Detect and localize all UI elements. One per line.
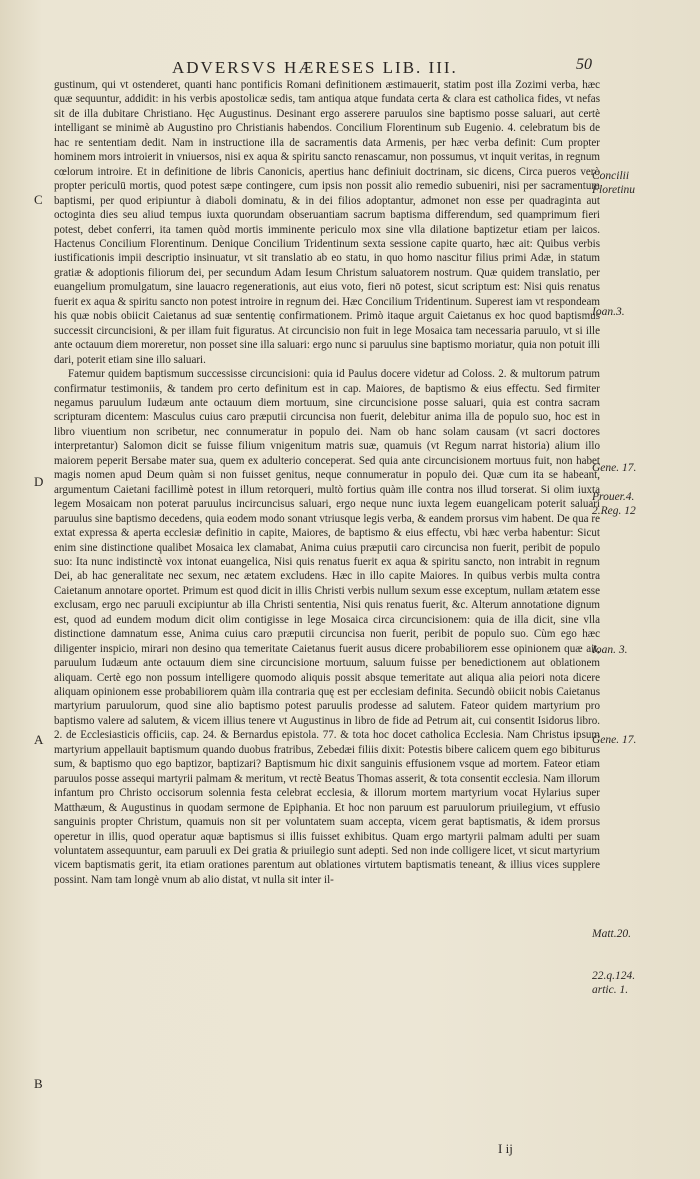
margin-note-ioan3a: Ioan.3.	[592, 306, 625, 318]
margin-note-concilium: Concilii	[592, 170, 630, 182]
page-number: 50	[576, 56, 592, 73]
section-letter-d: D	[34, 474, 44, 489]
margin-note-artic1: artic. 1.	[592, 984, 629, 996]
margin-note-reg12: 2.Reg. 12	[592, 505, 636, 517]
margin-note-prouer4: Prouer.4.	[592, 491, 635, 503]
paragraph-1: gustinum, qui vt ostenderet, quanti hanc pontificis Romani definitionem æstimauerit, statim post illa Zozimi verba, hæc quæ sequuntur, addidit: in his verbis apostolicæ sedis, tam antiqua atque fundata certa & clara est catholica fides, vt nefas sit de illa dubitare Christiano. Hęc Augustinus. Desinant ergo asserere paruulos sine baptismo posse saluari, aut certè intelligant se minimè ab Augustino pro Christianis habendos. Concilium Florentinum sub Eugenio. 4. celebratum bis de hac re sententiam dedit. Nam in instructione illa de sacramentis data Armenis, per hæc verba definit: Cum propter hominem mors introierit in vniuersos, nisi ex aqua & spiritu sancto renascamur, non possumus, vt inquit veritas, in regnum cœlorum introire. Et in definitione de libris Canonicis, apertius hanc definiuit doctrinam, sic dicens, Circa pueros verò propter periculū mortis, quod potest sæpe contingere, cum ipsis non possit alio remedio subueniri, nisi per sacramentum baptismi, per quod eripiuntur à diaboli dominatu, & in dei filios adoptantur, admonet non esse per quadraginta aut octoginta dies seu aliud tempus iuxta quorundam obseruantiam sacrum baptisma differendum, sed quamprimum fieri potest, debet conferri, ita tamen quòd mortis imminente periculo mox sine vlla dilatione baptizetur etiam per laicos. Hactenus Concilium Florentinum. Denique Concilium Tridentinum sexta sessione capite quarto, hæc ait: Quibus verbis iustificationis impii descriptio insinuatur, vt sit translatio ab eo statu, in quo homo nascitur filius primi Adæ, in statum gratiæ & adoptionis filiorum dei, per secundum Adam Iesum Christum saluatorem nostrum. Quæ quidem translatio, per euangelium promulgatum, sine lauacro regenerationis, aut eius voto, fieri nō potest, sicut scriptum est: Nisi quis renatus fuerit ex aqua & spiritu sancto non potest introire in regnum dei. Hæc Concilium Tridentinum. Superest iam vt respondeam his quæ nobis obiicit Caietanus ad suæ sententię confirmationem. Primò itaque arguit Caietanus ex hoc quod baptismus successit circuncisioni, & per illam fuit figuratus. At circuncisio non fuit in lege Mosaica tam necessaria paruulo, vt si ille ante octauum diem moreretur, non posset sine illa saluari: ergo nunc si paruulus sine baptismo moriatur, quia non potuit illi dari, poterit etiam sine illo saluari.	[54, 79, 600, 366]
margin-note-matt20: Matt.20.	[592, 928, 631, 940]
section-letter-b: B	[34, 1076, 43, 1091]
body-text	[54, 78, 600, 887]
margin-note-q124: 22.q.124.	[592, 970, 636, 982]
margin-note-gene17b: Gene. 17.	[592, 734, 637, 746]
signature-mark: I ij	[498, 1141, 513, 1156]
running-header: ADVERSVS HÆRESES LIB. III.	[172, 58, 458, 77]
section-letter-a: A	[34, 732, 44, 747]
margin-note-florentinum: Floretinu	[592, 184, 636, 196]
section-letter-c: C	[34, 192, 43, 207]
margin-note-ioan3b: Ioan. 3.	[592, 644, 628, 656]
margin-note-gene17a: Gene. 17.	[592, 462, 637, 474]
paragraph-2: Fatemur quidem baptismum successisse circuncisioni: quia id Paulus docere videtur ad Coloss. 2. & multorum patrum confirmatur testimoniis, & tandem pro certo definitum est in cap. Maiores, de baptismo & eius effectu. Sed firmiter negamus paruulum Iudæum ante octauum diem mortuum, sine circuncisione posse saluari, quia est contra sacram scripturam dicentem: Masculus cuius caro præputii circuncisa non fuerit, delebitur anima illa de populo suo, hoc est in libro viuentium non scribetur, nec connumeratur in populo dei. Nam ob hanc solam causam (vt sacri doctores interpretantur) Salomon dicit se fuisse filium vnigenitum matris suæ, quamuis (vt Regum narrat historia) alium illo maiorem peperit Bersabe mater sua, quem ex adulterio conceperat. Sed quia ante circuncisionem mortuus fuit, non habet magis nomen apud Deum quàm si non fuisset genitus, neque connumeratur in populo dei. Quæ cum ita se habeant, argumentum Caietani facillimè potest in illum retorqueri, multò fortius quàm ille contra nos illud torserat. Si olim iuxta legem Mosaicam non poterat paruulus incircuncisus saluari, ergo neque nunc iuxta legem euangelicam poterit saluari paruulus sine baptismo decedens, quia eodem modo sonant vtriusque legis verba, & eandem prorsus vim habent. De qua re extat expressa & aperta ecclesiæ definitio in capite, Maiores, de baptismo & eius effectu, vbi hæc verba habentur: Sicut enim sine distinctione qualibet Mosaica lex clamabat, Anima cuius præputii caro circuncisa non fuerit, peribit de populo suo: Ita nunc indistinctè vox intonat euangelica, Nisi quis renatus fuerit ex aqua & spiritu sancto, non intrabit in regnum Dei, ab hac generalitate nec sexum, nec ætatem excludens. Hæc in illo capite Maiores. In quibus verbis multa contra Caietanum annotare oportet. Primum est quod dicit in illis Christi verbis nullum sexum esse exceptum, nullam ætatem esse exclusam, ergo nec paruuli excipiuntur ab illa Christi sententia, Nisi quis renatus fuerit, &c. Alterum annotatione dignum est, quod ad eundem modum dicit olim contigisse in lege Mosaica circa circuncisionem: quia de illa dicit, sine vlla distinctione damnatum esse, Anima cuius caro præputii circuncisa non fuerit, peribit de populo suo. Cùm ego hæc diligenter inspicio, mirari non desino qua temeritate Caietanus fuerit ausus dicere probabiliorem esse opinionem quæ ait, paruulum Iudæum ante octauum diem sine circuncisione mortuum, saluum fuisse per benedictionem aut oblationem aliquam. Certè ego non possum intelligere quomodo aliquis possit absque temeritate aut aliqua alia peiori nota dicere aliquam opinionem esse probabiliorem quàm illa contraria quę est per ecclesiam definita. Secundò obiicit nobis Caietanus martyrium paruulorum, quod sine alio baptismo potest paruulis prodesse ad salutem. Fateor quidem martyrium pro baptismo valere ad salutem, & vicem illius tenere vt Augustinus in libro de fide ad Petrum ait, cui consentit Isidorus libro. 2. de Ecclesiasticis officiis, cap. 24. & Bernardus epistola. 77. & tota hoc docet catholica Ecclesia. Nam Christus ipsum martyrium appellauit baptismum quando duobus fratribus, Zebedæi filiis dixit: Potestis bibere calicem quem ego bibiturus sum, & baptismo quo ego baptizor, baptizari? Baptismum hic dixit sanguinis effusionem vsque ad mortem. Fateor etiam paruulos posse assequi martyrii palmam & meritum, vt rectè Beatus Thomas asserit, & tota consentit ecclesia. Nam illorum infantum pro Christo occisorum solennia festa celebrat ecclesia, & illorum mortem martyrium vocat Hylarius super Matthæum, & Augustinus in quodam sermone de Epiphania. Et hoc non paruum est paruulorum priuilegium, vt effusio sanguinis propter Christum, quamuis non sit per voluntatem suam accepta, vicem gerat baptismatis, & idem prorsus operetur in illis, quod operatur aquæ baptismus si illis fuisset exhibitus. Quam ergo martyrii palmam adulti per suam voluntatem assequuntur, eam paruuli ex Dei gratia & priuilegio sunt adepti. Sed non inde colligere licet, vt sicut martyrium vicem baptismatis gerit, ita etiam orationes parentum aut oblationes virtutem baptismatis teneant, & illius vices supplere possint. Nam tam longè vnum ab alio distat, vt nulla sit inter il-	[54, 368, 600, 886]
